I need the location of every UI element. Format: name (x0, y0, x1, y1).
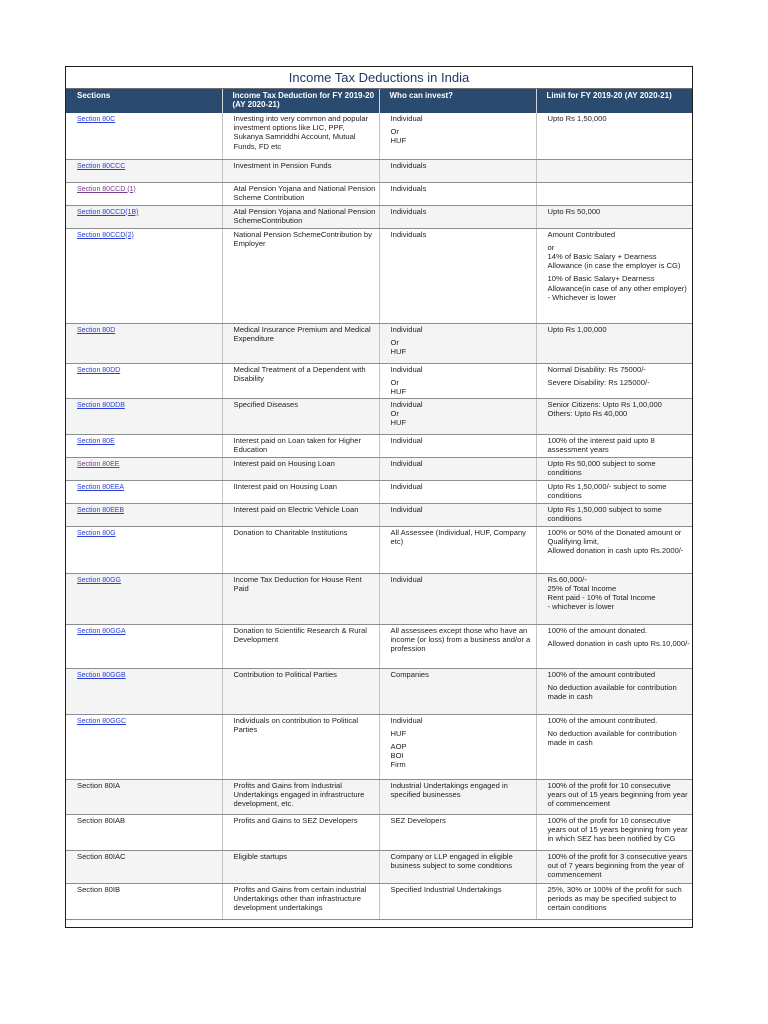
section-label: Section 80IAC (77, 851, 126, 861)
who-can-invest-line: Individual (390, 324, 423, 334)
deduction-line: National Pension SchemeContribution by Employer (233, 229, 372, 248)
who-can-invest-cell (379, 573, 536, 624)
deduction-line: Contribution to Political Parties (233, 669, 337, 679)
section-cell (66, 228, 222, 323)
deduction-cell (222, 573, 379, 624)
deduction-line: Interest paid on Electric Vehicle Loan (233, 504, 359, 514)
limit-line: 25% of Total Income (547, 583, 617, 593)
column-header-limit: Limit for FY 2019-20 (AY 2020-21) (536, 89, 693, 113)
limit-line: Upto Rs 1,50,000 (547, 114, 607, 123)
section-cell (66, 323, 222, 363)
section-cell (66, 624, 222, 668)
limit-cell (536, 363, 693, 398)
section-cell (66, 883, 222, 919)
who-can-invest-cell (379, 182, 536, 205)
section-cell (66, 398, 222, 434)
deduction-line: Investing into very common and popular investment options like LIC, PPF, Sukanya Samriddhi Account, Mutual Funds, FD etc (233, 114, 369, 151)
table-row (66, 228, 693, 323)
section-cell (66, 363, 222, 398)
table-row (66, 573, 693, 624)
limit-line: 100% of the profit for 10 consecutive years out of 15 years beginning from year of commencement (547, 780, 688, 808)
deduction-cell (222, 323, 379, 363)
who-can-invest-cell (379, 503, 536, 526)
section-link[interactable]: Section 80EEA (77, 483, 125, 491)
deduction-line: Medical Treatment of a Dependent with Disability (233, 364, 366, 383)
section-link[interactable]: Section 80CCD (1) (77, 185, 136, 193)
deduction-cell (222, 182, 379, 205)
who-can-invest-line: BOI (390, 751, 404, 761)
who-can-invest-cell (379, 434, 536, 457)
who-can-invest-line: Or (390, 377, 399, 387)
who-can-invest-line: Individuals (390, 229, 427, 239)
deduction-cell (222, 850, 379, 883)
section-cell (66, 159, 222, 182)
who-can-invest-line: Individual (390, 481, 423, 491)
who-can-invest-line: Or (390, 127, 399, 137)
table-row (66, 814, 693, 850)
section-link[interactable]: Section 80GGB (77, 671, 126, 679)
deduction-cell (222, 779, 379, 814)
column-header-who-can-invest: Who can invest? (379, 89, 536, 113)
limit-cell (536, 480, 693, 503)
table-row (66, 480, 693, 503)
who-can-invest-cell (379, 480, 536, 503)
deduction-cell (222, 363, 379, 398)
who-can-invest-line: Individual (390, 114, 423, 123)
limit-cell (536, 624, 693, 668)
who-can-invest-cell (379, 457, 536, 480)
limit-line: Normal Disability: Rs 75000/- (547, 364, 646, 374)
who-can-invest-cell (379, 668, 536, 714)
limit-line: 100% of the profit for 3 consecutive years out of 7 years beginning from the year of commencement (547, 851, 688, 879)
deduction-cell (222, 457, 379, 480)
table-row (66, 624, 693, 668)
section-link[interactable]: Section 80CCC (77, 162, 126, 170)
who-can-invest-line: Company or LLP engaged in eligible business subject to some conditions (390, 851, 513, 870)
section-cell (66, 668, 222, 714)
limit-line: - whichever is lower (547, 602, 615, 612)
who-can-invest-cell (379, 113, 536, 159)
who-can-invest-line: Industrial Undertakings engaged in specified businesses (390, 780, 508, 799)
who-can-invest-line: HUF (390, 386, 407, 396)
deduction-line: Interest paid on Housing Loan (233, 458, 335, 468)
deduction-cell (222, 624, 379, 668)
who-can-invest-line: AOP (390, 741, 407, 751)
who-can-invest-cell (379, 779, 536, 814)
section-cell (66, 205, 222, 228)
who-can-invest-cell (379, 228, 536, 323)
section-label: Section 80IAB (77, 815, 126, 825)
section-cell (66, 182, 222, 205)
table-row (66, 850, 693, 883)
limit-line: Severe Disability: Rs 125000/- (547, 377, 650, 387)
limit-cell (536, 205, 693, 228)
who-can-invest-line: HUF (390, 346, 407, 356)
section-link[interactable]: Section 80DD (77, 366, 121, 374)
table-row (66, 457, 693, 480)
table-row (66, 714, 693, 779)
limit-line: 100% of the interest paid upto 8 assessment years (547, 435, 655, 454)
limit-cell (536, 113, 693, 159)
limit-line: 100% of the amount contributed. (547, 715, 658, 725)
deduction-line: Interest paid on Loan taken for Higher Education (233, 435, 361, 454)
deduction-cell (222, 883, 379, 919)
section-cell (66, 503, 222, 526)
section-cell (66, 850, 222, 883)
deduction-line: Profits and Gains from Industrial Undertakings engaged in infrastructure development, etc. (233, 780, 365, 808)
who-can-invest-line: Individuals (390, 183, 427, 193)
limit-line: Upto Rs 1,50,000/- subject to some conditions (547, 481, 667, 500)
who-can-invest-cell (379, 205, 536, 228)
limit-cell (536, 228, 693, 323)
limit-line: Rent paid - 10% of Total Income (547, 592, 656, 602)
who-can-invest-line: Individual (390, 399, 423, 409)
section-link[interactable]: Section 80E (77, 437, 115, 445)
section-cell (66, 714, 222, 779)
limit-line: 100% of the profit for 10 consecutive years out of 15 years beginning from year in which SEZ has been notified by CG (547, 815, 688, 843)
deduction-line: Donation to Scientific Research & Rural Development (233, 625, 367, 644)
table-row (66, 434, 693, 457)
who-can-invest-line: All assessees except those who have an income (or loss) from a business and/or a profession (390, 625, 531, 653)
deduction-cell (222, 668, 379, 714)
who-can-invest-line: Individual (390, 435, 423, 445)
table-row (66, 398, 693, 434)
deduction-cell (222, 113, 379, 159)
limit-cell (536, 779, 693, 814)
section-link[interactable]: Section 80CCD(1B) (77, 208, 139, 216)
deduction-line: Individuals on contribution to Political Parties (233, 715, 359, 734)
deduction-cell (222, 398, 379, 434)
who-can-invest-line: Individuals (390, 160, 427, 170)
table-row (66, 779, 693, 814)
limit-cell (536, 668, 693, 714)
deduction-cell (222, 714, 379, 779)
limit-line: 14% of Basic Salary + Dearness Allowance (in case the employer is CG) (547, 251, 681, 271)
who-can-invest-line: Or (390, 408, 399, 418)
section-link[interactable]: Section 80GGA (77, 627, 126, 635)
deductions-table (66, 89, 693, 920)
section-link[interactable]: Section 80GG (77, 576, 121, 584)
limit-line: Amount Contributed (547, 229, 616, 239)
who-can-invest-line: Or (390, 337, 399, 347)
deductions-sheet (65, 66, 693, 928)
section-cell (66, 779, 222, 814)
limit-cell (536, 714, 693, 779)
deduction-cell (222, 503, 379, 526)
table-row (66, 526, 693, 573)
section-link[interactable]: Section 80EEB (77, 506, 125, 514)
limit-line: Others: Upto Rs 40,000 (547, 408, 628, 418)
who-can-invest-line: All Assessee (Individual, HUF, Company etc) (390, 527, 526, 546)
limit-line: Senior Citizens: Upto Rs 1,00,000 (547, 399, 662, 409)
limit-cell (536, 159, 693, 182)
limit-cell (536, 814, 693, 850)
who-can-invest-cell (379, 363, 536, 398)
table-row (66, 503, 693, 526)
deduction-cell (222, 205, 379, 228)
limit-cell (536, 323, 693, 363)
section-link[interactable]: Section 80EE (77, 460, 120, 468)
section-cell (66, 480, 222, 503)
limit-line: or (547, 242, 555, 252)
who-can-invest-cell (379, 850, 536, 883)
who-can-invest-cell (379, 526, 536, 573)
page-title: Income Tax Deductions in India (66, 67, 692, 89)
deduction-line: Income Tax Deduction for House Rent Paid (233, 574, 362, 593)
deduction-cell (222, 434, 379, 457)
section-cell (66, 573, 222, 624)
table-row (66, 363, 693, 398)
limit-cell (536, 398, 693, 434)
who-can-invest-line: Specified Industrial Undertakings (390, 884, 502, 894)
deduction-line: Medical Insurance Premium and Medical Expenditure (233, 324, 371, 343)
who-can-invest-line: Firm (390, 760, 406, 770)
who-can-invest-cell (379, 323, 536, 363)
section-link[interactable]: Section 80C (77, 116, 116, 123)
deduction-line: Atal Pension Yojana and National Pension Scheme Contribution (233, 183, 376, 202)
who-can-invest-cell (379, 624, 536, 668)
limit-cell (536, 434, 693, 457)
deduction-line: Profits and Gains from certain industrial Undertakings other than infrastructure development undertakings (233, 884, 367, 912)
section-cell (66, 814, 222, 850)
deduction-line: Specified Diseases (233, 399, 299, 409)
who-can-invest-line: HUF (390, 417, 407, 427)
table-header-row (66, 89, 693, 113)
deduction-line: Donation to Charitable Institutions (233, 527, 348, 537)
who-can-invest-cell (379, 714, 536, 779)
limit-line: Upto Rs 1,00,000 (547, 324, 607, 334)
deduction-cell (222, 526, 379, 573)
deduction-line: Eligible startups (233, 851, 288, 861)
limit-line: Allowed donation in cash upto Rs.2000/- (547, 545, 684, 555)
limit-line: 25%, 30% or 100% of the profit for such periods as may be specified subject to certain conditions (547, 884, 682, 912)
who-can-invest-line: Companies (390, 669, 429, 679)
who-can-invest-cell (379, 814, 536, 850)
limit-line: Upto Rs 50,000 (547, 206, 601, 216)
deduction-line: Atal Pension Yojana and National Pension SchemeContribution (233, 206, 376, 225)
who-can-invest-cell (379, 159, 536, 182)
limit-cell (536, 850, 693, 883)
who-can-invest-line: Individuals (390, 206, 427, 216)
deduction-line: Profits and Gains to SEZ Developers (233, 815, 358, 825)
section-label: Section 80IA (77, 780, 121, 790)
section-link[interactable]: Section 80DDB (77, 401, 125, 409)
who-can-invest-line: Individual (390, 504, 423, 514)
table-row (66, 668, 693, 714)
limit-line: 100% of the amount donated. (547, 625, 648, 635)
deduction-line: Investment in Pension Funds (233, 160, 332, 170)
section-link[interactable]: Section 80GGC (77, 717, 127, 725)
who-can-invest-line: Individual (390, 364, 423, 374)
section-label: Section 80IB (77, 884, 121, 894)
limit-cell (536, 182, 693, 205)
limit-line: Upto Rs 1,50,000 subject to some conditions (547, 504, 662, 523)
who-can-invest-line: Individual (390, 574, 423, 584)
section-cell (66, 526, 222, 573)
section-cell (66, 457, 222, 480)
limit-line: 100% of the amount contributed (547, 669, 656, 679)
section-link[interactable]: Section 80D (77, 326, 116, 334)
table-row (66, 182, 693, 205)
who-can-invest-cell (379, 883, 536, 919)
section-link[interactable]: Section 80CCD(2) (77, 231, 134, 239)
limit-cell (536, 526, 693, 573)
who-can-invest-line: Individual (390, 715, 423, 725)
deduction-line: IInterest paid on Housing Loan (233, 481, 337, 491)
table-row (66, 323, 693, 363)
limit-cell (536, 457, 693, 480)
limit-line: Allowed donation in cash upto Rs.10,000/- (547, 638, 690, 648)
who-can-invest-line: HUF (390, 136, 407, 146)
deduction-cell (222, 814, 379, 850)
limit-line: - Whichever is lower (547, 292, 616, 302)
section-cell (66, 113, 222, 159)
column-header-sections: Sections (66, 89, 222, 113)
who-can-invest-cell (379, 398, 536, 434)
section-link[interactable]: Section 80G (77, 529, 116, 537)
table-row (66, 113, 693, 159)
who-can-invest-line: SEZ Developers (390, 815, 446, 825)
limit-line: 100% or 50% of the Donated amount or Qualifying limit, (547, 527, 682, 546)
section-cell (66, 434, 222, 457)
limit-line: No deduction available for contribution made in cash (547, 682, 677, 701)
deduction-cell (222, 228, 379, 323)
deduction-cell (222, 480, 379, 503)
who-can-invest-line: Individual (390, 458, 423, 468)
limit-line: Upto Rs 50,000 subject to some conditions (547, 458, 656, 477)
who-can-invest-line: HUF (390, 728, 407, 738)
table-row (66, 205, 693, 228)
limit-cell (536, 503, 693, 526)
limit-cell (536, 883, 693, 919)
limit-line: Rs.60,000/- (547, 574, 587, 584)
limit-line: No deduction available for contribution made in cash (547, 728, 677, 747)
column-header-deduction: Income Tax Deduction for FY 2019-20 (AY 2020-21) (222, 89, 379, 113)
limit-cell (536, 573, 693, 624)
deduction-cell (222, 159, 379, 182)
table-row (66, 883, 693, 919)
table-row (66, 159, 693, 182)
limit-line: 10% of Basic Salary+ Dearness Allowance(in case of any other employer) (547, 274, 687, 293)
